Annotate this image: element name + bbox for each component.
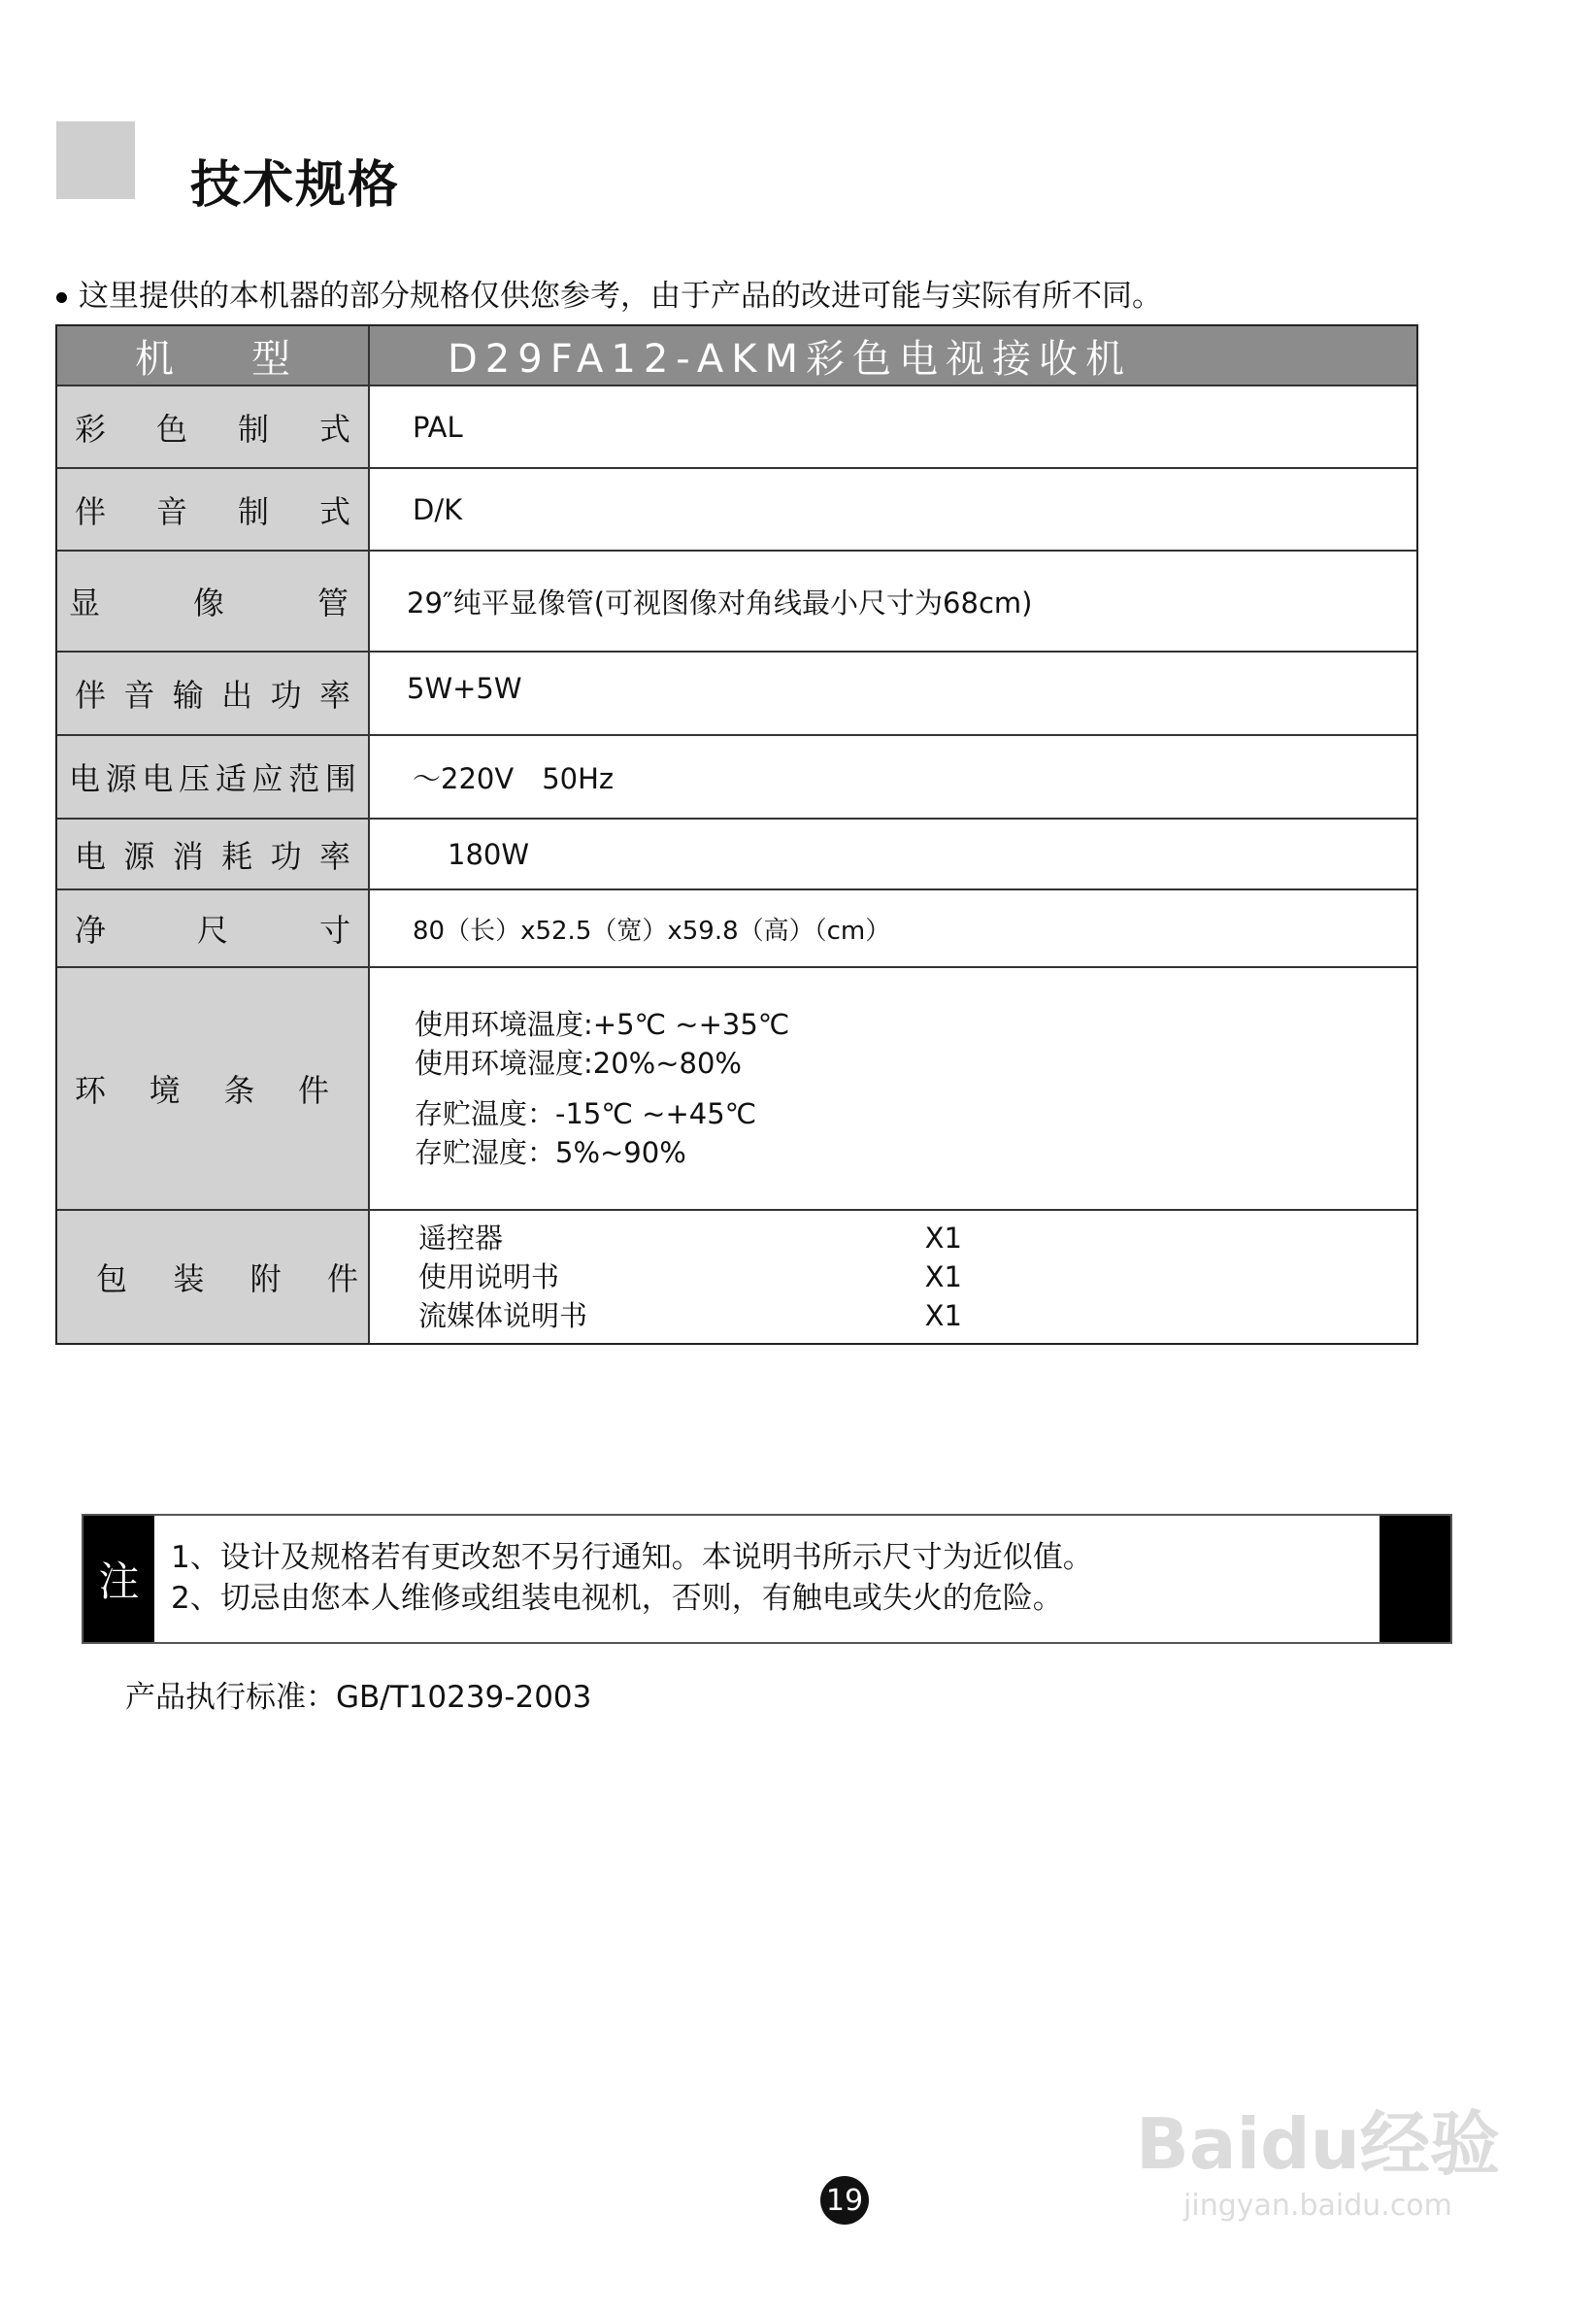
spec-row-picture-tube [57, 550, 1416, 651]
label-char: 音 [155, 492, 187, 530]
label-char: 像 [192, 585, 224, 621]
label-char: 适 [215, 760, 247, 797]
label-char: 附 [249, 1260, 282, 1297]
bullet-icon [56, 292, 67, 303]
label-char: 输 [172, 677, 204, 714]
spec-value: 5W+5W [407, 672, 522, 705]
label-char: 尺 [196, 912, 228, 949]
spec-row-sound-system [57, 467, 1416, 550]
label-char: 电 [142, 760, 174, 797]
label-char: 围 [324, 760, 356, 797]
accessory-qty: X1 [924, 1260, 962, 1293]
header-label [57, 326, 370, 385]
note-line: 1、设计及规格若有更改恕不另行通知。本说明书所示尺寸为近似值。 [171, 1540, 1093, 1575]
label-char: 件 [297, 1072, 329, 1109]
label-char: 式 [318, 410, 350, 448]
accessory-name: 流媒体说明书 [418, 1299, 588, 1332]
spec-label [57, 552, 370, 651]
intro-text [56, 271, 1162, 315]
env-line: 存贮湿度：5%~90% [415, 1136, 686, 1169]
char: 机 [135, 336, 174, 382]
spec-label [57, 890, 370, 966]
note-text [171, 1537, 1093, 1619]
accessory-item [418, 1257, 962, 1296]
watermark-logo [1136, 2088, 1500, 2223]
label-char: 源 [105, 760, 137, 797]
label-char: 制 [237, 410, 269, 448]
label-char: 音 [123, 677, 155, 714]
spec-value: 29″纯平显像管(可视图像对角线最小尺寸为68cm) [407, 586, 1033, 620]
label-char: 率 [318, 677, 350, 714]
accessory-qty: X1 [924, 1299, 962, 1332]
page-title: 技术规格 [190, 156, 401, 215]
spec-value: 80（长）x52.5（宽）x59.8（高）（cm） [413, 916, 891, 946]
spec-table [55, 324, 1418, 1345]
spec-label [57, 653, 370, 734]
label-char: 功 [270, 677, 302, 714]
env-line: 使用环境湿度:20%~80% [415, 1047, 742, 1080]
label-char: 消 [172, 837, 204, 875]
spec-row-color-system [57, 385, 1416, 467]
spec-row-power-consumption [57, 818, 1416, 888]
spec-row-accessories [57, 1209, 1416, 1343]
label-char: 件 [326, 1260, 358, 1297]
spec-value-list [370, 968, 1416, 1209]
label-char: 境 [149, 1072, 181, 1109]
spec-row-dimensions [57, 888, 1416, 966]
label-char: 装 [173, 1260, 205, 1297]
accessory-name: 使用说明书 [418, 1260, 560, 1293]
label-char: 包 [96, 1260, 128, 1297]
label-char: 环 [75, 1072, 107, 1109]
char: 型 [251, 336, 290, 382]
accessory-qty: X1 [924, 1222, 962, 1255]
label-char: 色 [155, 410, 187, 448]
intro-label: 这里提供的本机器的部分规格仅供您参考，由于产品的改进可能与实际有所不同。 [79, 279, 1162, 314]
spec-value: D/K [413, 492, 463, 526]
label-char: 制 [237, 492, 269, 530]
title-marker [56, 121, 135, 199]
label-char: 管 [316, 585, 349, 621]
env-line: 存贮温度：-15℃ ~+45℃ [415, 1097, 757, 1130]
accessory-item [418, 1296, 962, 1335]
note-right-bar [1380, 1516, 1450, 1642]
page-number: 19 [820, 2176, 869, 2225]
label-char: 范 [288, 760, 320, 797]
spec-row-environment [57, 966, 1416, 1209]
spec-header-row [57, 326, 1416, 385]
label-char: 式 [318, 492, 350, 530]
accessory-item [418, 1219, 962, 1257]
accessory-list [370, 1211, 1416, 1343]
note-tag: 注 [83, 1516, 154, 1642]
label-char: 净 [75, 912, 107, 949]
label-char: 率 [318, 837, 350, 875]
label-char: 耗 [221, 837, 253, 875]
note-line: 2、切忌由您本人维修或组装电视机，否则，有触电或失火的危险。 [171, 1581, 1063, 1616]
label-char: 电 [75, 837, 107, 875]
header-model: D29FA12-AKM彩色电视接收机 [370, 326, 1416, 385]
spec-label [57, 820, 370, 888]
watermark-brand: Baidu经验 [1136, 2103, 1500, 2185]
label-char: 彩 [75, 410, 107, 448]
env-line: 使用环境温度:+5℃ ~+35℃ [415, 1008, 790, 1041]
label-char: 伴 [75, 677, 107, 714]
label-char: 电 [69, 760, 101, 797]
label-char: 伴 [75, 492, 107, 530]
spec-label [57, 386, 370, 467]
spec-row-audio-power [57, 651, 1416, 734]
note-box [82, 1514, 1452, 1644]
spec-label [57, 968, 370, 1209]
spec-label [57, 469, 370, 550]
label-char: 寸 [318, 912, 350, 949]
spec-row-voltage [57, 734, 1416, 818]
spec-value: 180W [448, 837, 530, 871]
label-char: 条 [223, 1072, 255, 1109]
spec-label [57, 1211, 370, 1343]
spec-label [57, 736, 370, 818]
watermark-url: jingyan.baidu.com [1183, 2189, 1452, 2223]
accessory-name: 遥控器 [418, 1222, 504, 1255]
label-char: 压 [179, 760, 211, 797]
label-char: 显 [69, 585, 101, 621]
label-char: 功 [270, 837, 302, 875]
label-char: 源 [123, 837, 155, 875]
product-standard: 产品执行标准：GB/T10239-2003 [125, 1680, 592, 1715]
label-char: 出 [221, 677, 253, 714]
spec-value: ～220V 50Hz [413, 761, 615, 795]
label-char: 应 [251, 760, 283, 797]
spec-value: PAL [413, 410, 463, 444]
